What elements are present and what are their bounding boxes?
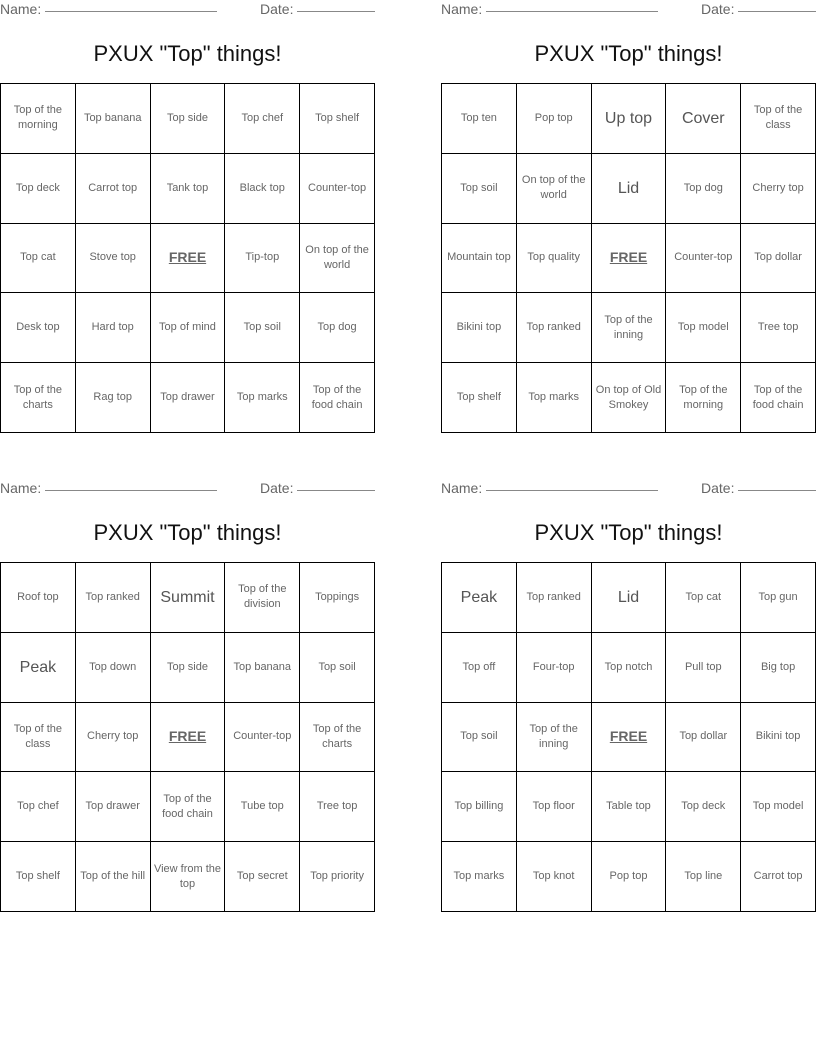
bingo-cell[interactable]: Top drawer	[151, 363, 226, 433]
bingo-cell[interactable]: Top model	[741, 772, 816, 842]
bingo-cell[interactable]: Top soil	[442, 154, 517, 224]
bingo-cell[interactable]: Top of the morning	[1, 84, 76, 154]
bingo-cell[interactable]: Toppings	[300, 563, 375, 633]
bingo-cell[interactable]: Roof top	[1, 563, 76, 633]
name-blank-line	[45, 490, 217, 491]
name-label: Name:	[441, 480, 483, 496]
bingo-cell[interactable]: Peak	[442, 563, 517, 633]
date-blank-line	[297, 11, 375, 12]
bingo-cell[interactable]: Top priority	[300, 842, 375, 912]
bingo-cell[interactable]: Top notch	[592, 633, 667, 703]
card-title: PXUX "Top" things!	[93, 520, 282, 545]
card-header	[441, 480, 816, 500]
card-title: PXUX "Top" things!	[534, 41, 723, 66]
bingo-cell[interactable]: Top of the inning	[592, 293, 667, 363]
bingo-grid	[0, 562, 375, 912]
name-field	[0, 480, 217, 496]
bingo-cell[interactable]: Top ten	[442, 84, 517, 154]
bingo-cell[interactable]: Top shelf	[300, 84, 375, 154]
bingo-cell[interactable]: Tree top	[300, 772, 375, 842]
bingo-cell[interactable]: Top of the morning	[666, 363, 741, 433]
bingo-cell[interactable]: Top of the charts	[300, 703, 375, 773]
bingo-cell[interactable]: Top dollar	[741, 224, 816, 294]
bingo-cell[interactable]: Top deck	[1, 154, 76, 224]
bingo-cell[interactable]: Top of the food chain	[151, 772, 226, 842]
bingo-cell[interactable]: Top soil	[442, 703, 517, 773]
bingo-cell[interactable]: Top down	[76, 633, 151, 703]
bingo-cell[interactable]: Top dog	[666, 154, 741, 224]
bingo-cell[interactable]: Peak	[1, 633, 76, 703]
bingo-cell[interactable]: Top marks	[442, 842, 517, 912]
date-label: Date:	[260, 480, 294, 496]
date-field	[260, 1, 375, 17]
bingo-cell[interactable]: Top of the class	[741, 84, 816, 154]
bingo-cell[interactable]: Top gun	[741, 563, 816, 633]
bingo-cell[interactable]: Stove top	[76, 224, 151, 294]
bingo-card	[0, 0, 375, 440]
bingo-cell[interactable]: Top of the hill	[76, 842, 151, 912]
card-header	[441, 1, 816, 21]
bingo-cell[interactable]: Top of the food chain	[300, 363, 375, 433]
bingo-cell[interactable]: Four-top	[517, 633, 592, 703]
bingo-cell[interactable]: View from the top	[151, 842, 226, 912]
bingo-cell[interactable]: Carrot top	[741, 842, 816, 912]
bingo-grid	[441, 562, 816, 912]
bingo-cell[interactable]: Table top	[592, 772, 667, 842]
free-space-cell[interactable]: FREE	[151, 224, 226, 294]
bingo-cell[interactable]: Black top	[225, 154, 300, 224]
bingo-cell[interactable]: Tree top	[741, 293, 816, 363]
bingo-cell[interactable]: Top ranked	[517, 293, 592, 363]
bingo-cell[interactable]: Top dog	[300, 293, 375, 363]
free-space-cell[interactable]: FREE	[592, 703, 667, 773]
free-space-cell[interactable]: FREE	[151, 703, 226, 773]
bingo-cell[interactable]: Hard top	[76, 293, 151, 363]
bingo-cell[interactable]: Lid	[592, 154, 667, 224]
name-blank-line	[486, 11, 658, 12]
name-field	[0, 1, 217, 17]
name-blank-line	[486, 490, 658, 491]
date-field	[260, 480, 375, 496]
bingo-cell[interactable]: Rag top	[76, 363, 151, 433]
bingo-cell[interactable]: Tube top	[225, 772, 300, 842]
name-field	[441, 1, 658, 17]
date-field	[701, 1, 816, 17]
bingo-cell[interactable]: Top ranked	[76, 563, 151, 633]
bingo-cell[interactable]: Top knot	[517, 842, 592, 912]
bingo-cell[interactable]: Desk top	[1, 293, 76, 363]
bingo-cell[interactable]: On top of Old Smokey	[592, 363, 667, 433]
bingo-cell[interactable]: Top shelf	[1, 842, 76, 912]
bingo-cell[interactable]: Top cat	[666, 563, 741, 633]
bingo-cell[interactable]: Top secret	[225, 842, 300, 912]
bingo-cell[interactable]: Counter-top	[225, 703, 300, 773]
bingo-cell[interactable]: Top model	[666, 293, 741, 363]
bingo-cell[interactable]: Top quality	[517, 224, 592, 294]
name-label: Name:	[0, 480, 42, 496]
bingo-cell[interactable]: Top floor	[517, 772, 592, 842]
free-space-cell[interactable]: FREE	[592, 224, 667, 294]
bingo-cell[interactable]: Top soil	[225, 293, 300, 363]
bingo-cell[interactable]: Top billing	[442, 772, 517, 842]
bingo-cell[interactable]: Pull top	[666, 633, 741, 703]
date-label: Date:	[701, 1, 735, 17]
name-label: Name:	[441, 1, 483, 17]
card-header	[0, 480, 375, 500]
bingo-cell[interactable]: Top of the class	[1, 703, 76, 773]
bingo-cell[interactable]: Counter-top	[666, 224, 741, 294]
bingo-card	[441, 0, 816, 440]
bingo-cell[interactable]: Top side	[151, 633, 226, 703]
bingo-grid	[441, 83, 816, 433]
bingo-cell[interactable]: Bikini top	[741, 703, 816, 773]
bingo-cell[interactable]: Top shelf	[442, 363, 517, 433]
bingo-grid	[0, 83, 375, 433]
bingo-cell[interactable]: Top ranked	[517, 563, 592, 633]
date-blank-line	[297, 490, 375, 491]
bingo-cell[interactable]: Top soil	[300, 633, 375, 703]
bingo-cell[interactable]: Top banana	[225, 633, 300, 703]
bingo-cell[interactable]: Top dollar	[666, 703, 741, 773]
bingo-cell[interactable]: Big top	[741, 633, 816, 703]
bingo-cell[interactable]: Top drawer	[76, 772, 151, 842]
bingo-cell[interactable]: Tank top	[151, 154, 226, 224]
date-field	[701, 480, 816, 496]
bingo-cell[interactable]: Cherry top	[76, 703, 151, 773]
bingo-cell[interactable]: Tip-top	[225, 224, 300, 294]
bingo-cell[interactable]: Top off	[442, 633, 517, 703]
bingo-cell[interactable]: Carrot top	[76, 154, 151, 224]
bingo-cell[interactable]: Pop top	[517, 84, 592, 154]
date-blank-line	[738, 490, 816, 491]
bingo-cell[interactable]: On top of the world	[517, 154, 592, 224]
card-title: PXUX "Top" things!	[93, 41, 282, 66]
date-label: Date:	[260, 1, 294, 17]
bingo-cell[interactable]: Top chef	[225, 84, 300, 154]
bingo-cell[interactable]: On top of the world	[300, 224, 375, 294]
bingo-cell[interactable]: Cover	[666, 84, 741, 154]
bingo-cell[interactable]: Lid	[592, 563, 667, 633]
bingo-cell[interactable]: Top of mind	[151, 293, 226, 363]
bingo-cell[interactable]: Top cat	[1, 224, 76, 294]
bingo-cell[interactable]: Pop top	[592, 842, 667, 912]
bingo-cell[interactable]: Top banana	[76, 84, 151, 154]
card-title: PXUX "Top" things!	[534, 520, 723, 545]
bingo-cell[interactable]: Bikini top	[442, 293, 517, 363]
bingo-cell[interactable]: Summit	[151, 563, 226, 633]
card-header	[0, 1, 375, 21]
bingo-cell[interactable]: Mountain top	[442, 224, 517, 294]
bingo-cell[interactable]: Top side	[151, 84, 226, 154]
bingo-cell[interactable]: Up top	[592, 84, 667, 154]
bingo-cell[interactable]: Top of the division	[225, 563, 300, 633]
bingo-cell[interactable]: Cherry top	[741, 154, 816, 224]
name-label: Name:	[0, 1, 42, 17]
name-field	[441, 480, 658, 496]
bingo-cell[interactable]: Top marks	[517, 363, 592, 433]
bingo-cell[interactable]: Counter-top	[300, 154, 375, 224]
bingo-card	[441, 479, 816, 919]
bingo-cell[interactable]: Top marks	[225, 363, 300, 433]
bingo-cell[interactable]: Top line	[666, 842, 741, 912]
bingo-cell[interactable]: Top chef	[1, 772, 76, 842]
date-label: Date:	[701, 480, 735, 496]
bingo-cell[interactable]: Top of the food chain	[741, 363, 816, 433]
bingo-cell[interactable]: Top of the inning	[517, 703, 592, 773]
bingo-cell[interactable]: Top deck	[666, 772, 741, 842]
bingo-cell[interactable]: Top of the charts	[1, 363, 76, 433]
name-blank-line	[45, 11, 217, 12]
bingo-card	[0, 479, 375, 919]
date-blank-line	[738, 11, 816, 12]
